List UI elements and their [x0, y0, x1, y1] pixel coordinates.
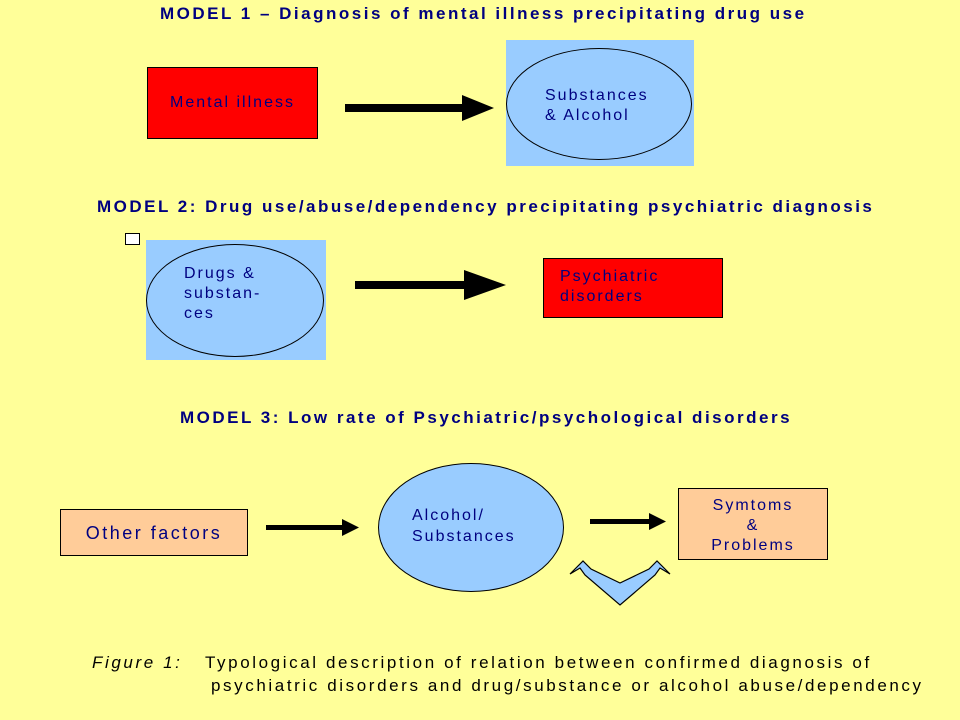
model1-arrow	[345, 95, 494, 121]
drugs-line2: substan-	[184, 285, 262, 302]
figure-caption-line2: psychiatric disorders and drug/substance or alcohol abuse/dependency	[211, 676, 924, 695]
problems-line: Problems	[711, 537, 795, 554]
other-factors-label: Other factors	[85, 522, 223, 543]
alcohol-line: & Alcohol	[545, 107, 630, 124]
model3-arrow-right	[590, 513, 666, 530]
alcohol-slash-line: Alcohol/	[412, 507, 485, 524]
psychiatric-line: Psychiatric	[560, 268, 660, 285]
disorders-line: disorders	[560, 288, 644, 305]
figure-label: Figure 1:	[92, 653, 183, 672]
model3-arrow-left	[266, 519, 359, 536]
model2-title: MODEL 2: Drug use/abuse/dependency precipitating psychiatric diagnosis	[97, 197, 875, 216]
substances-line3: Substances	[412, 528, 516, 545]
symptoms-line: Symtoms	[712, 497, 794, 514]
model2-arrow	[355, 270, 506, 300]
figure-caption-line1: Typological description of relation between confirmed diagnosis of	[205, 653, 872, 672]
substances-line: Substances	[545, 87, 649, 104]
model3-title: MODEL 3: Low rate of Psychiatric/psychological disorders	[180, 408, 793, 427]
mental-illness-label: Mental illness	[170, 94, 295, 111]
feedback-double-arrow-icon	[570, 561, 670, 605]
drugs-line1: Drugs &	[184, 265, 256, 282]
model1-title: MODEL 1 – Diagnosis of mental illness precipitating drug use	[160, 4, 807, 23]
drugs-line3: ces	[184, 305, 215, 322]
ampersand-line: &	[746, 517, 760, 534]
